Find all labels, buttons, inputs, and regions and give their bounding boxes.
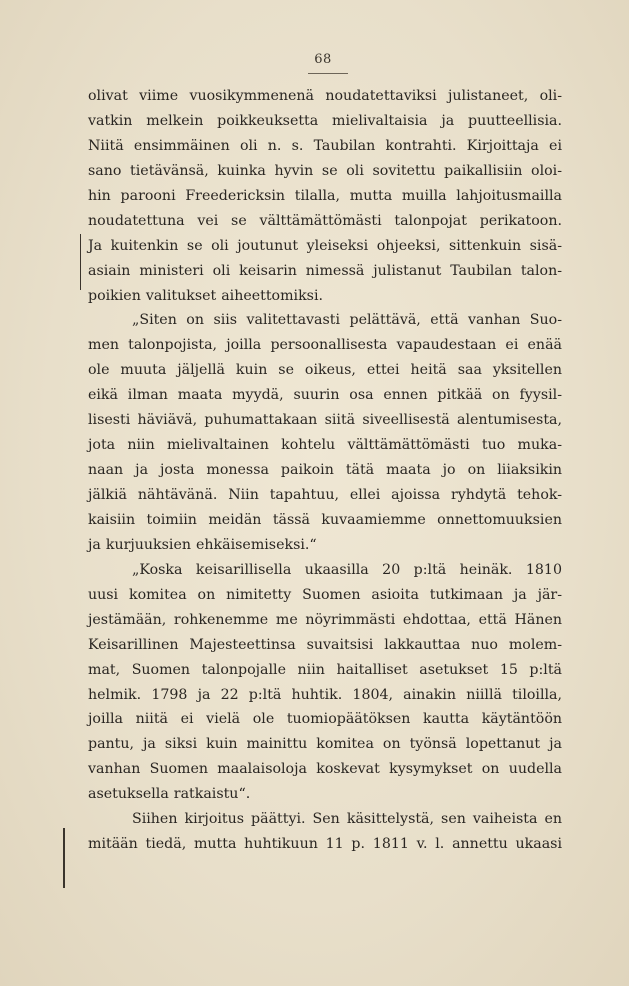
text-line: olivat viime vuosikymmenenä noudatettaviksi julistaneet, oli- (88, 88, 562, 104)
text-line: uusi komitea on nimitetty Suomen asioita tutkimaan ja jär- (88, 586, 562, 603)
text-line: eikä ilman maata myydä, suurin osa ennen pitkää on fyysil- (88, 387, 562, 404)
text-line: helmik. 1798 ja 22 p:ltä huhtik. 1804, ainakin niillä tiloilla, (88, 686, 562, 703)
text-line: „Siten on siis valitettavasti pelättävä, että vanhan Suo- (132, 312, 562, 329)
text-line: joilla niitä ei vielä ole tuomiopäätöksen kautta käytäntöön (88, 711, 562, 728)
text-line: lisesti häviävä, puhumattakaan siitä siveellisestä alentumisesta, (88, 412, 562, 429)
text-line: Keisarillinen Majesteettinsa suvaitsisi lakkauttaa nuo molem- (88, 636, 562, 653)
text-line: men talonpojista, joilla persoonallisesta vapaudestaan ei enää (88, 337, 562, 354)
text-line: poikien valitukset aiheettomiksi. (88, 287, 323, 304)
text-line: vatkin melkein poikkeuksetta mielivaltaisia ja puutteellisia. (88, 112, 562, 129)
text-line: kaisiin toimiin meidän tässä kuvaamiemme onnettomuuksien (88, 511, 562, 528)
margin-mark-upper (80, 234, 81, 290)
text-line: vanhan Suomen maalaisoloja koskevat kysymykset on uudella (88, 761, 562, 778)
margin-mark-lower (63, 828, 65, 888)
text-line: asetuksella ratkaistu“. (88, 786, 251, 803)
text-line: pantu, ja siksi kuin mainittu komitea on työnsä lopettanut ja (88, 736, 562, 753)
body-text (88, 84, 562, 857)
page-number: 68 (314, 52, 332, 67)
text-line: sano tietävänsä, kuinka hyvin se oli sovitettu paikallisiin oloi- (88, 162, 562, 179)
text-line: asiain ministeri oli keisarin nimessä julistanut Taubilan talon- (88, 262, 562, 279)
text-line: mat, Suomen talonpojalle niin haitalliset asetukset 15 p:ltä (88, 661, 562, 678)
text-line: noudatettuna vei se välttämättömästi talonpojat perikatoon. (88, 212, 562, 229)
text-line: Ja kuitenkin se oli joutunut yleiseksi ohjeeksi, sittenkuin sisä- (88, 237, 562, 254)
text-line: „Koska keisarillisella ukaasilla 20 p:ltä heinäk. 1810 (132, 561, 562, 578)
text-line: jota niin mielivaltainen kohtelu välttämättömästi tuo muka- (88, 437, 562, 454)
text-line: Niitä ensimmäinen oli n. s. Taubilan kontrahti. Kirjoittaja ei (88, 137, 562, 154)
text-line: hin parooni Freedericksin tilalla, mutta muilla lahjoitusmailla (88, 187, 562, 204)
text-line: mitään tiedä, mutta huhtikuun 11 p. 1811 v. l. annettu ukaasi (88, 836, 562, 853)
text-line: Siihen kirjoitus päättyi. Sen käsittelystä, sen vaiheista en (132, 811, 562, 828)
text-line: jestämään, rohkenemme me nöyrimmästi ehdottaa, että Hänen (88, 611, 562, 628)
text-line: ja kurjuuksien ehkäisemiseksi.“ (88, 536, 317, 553)
page-number-rule (308, 73, 348, 74)
text-line: naan ja josta monessa paikoin tätä maata jo on liiaksikin (88, 462, 562, 479)
text-line: jälkiä nähtävänä. Niin tapahtuu, ellei ajoissa ryhdytä tehok- (88, 487, 562, 503)
text-line: ole muuta jäljellä kuin se oikeus, ettei heitä saa yksitellen (88, 362, 562, 379)
